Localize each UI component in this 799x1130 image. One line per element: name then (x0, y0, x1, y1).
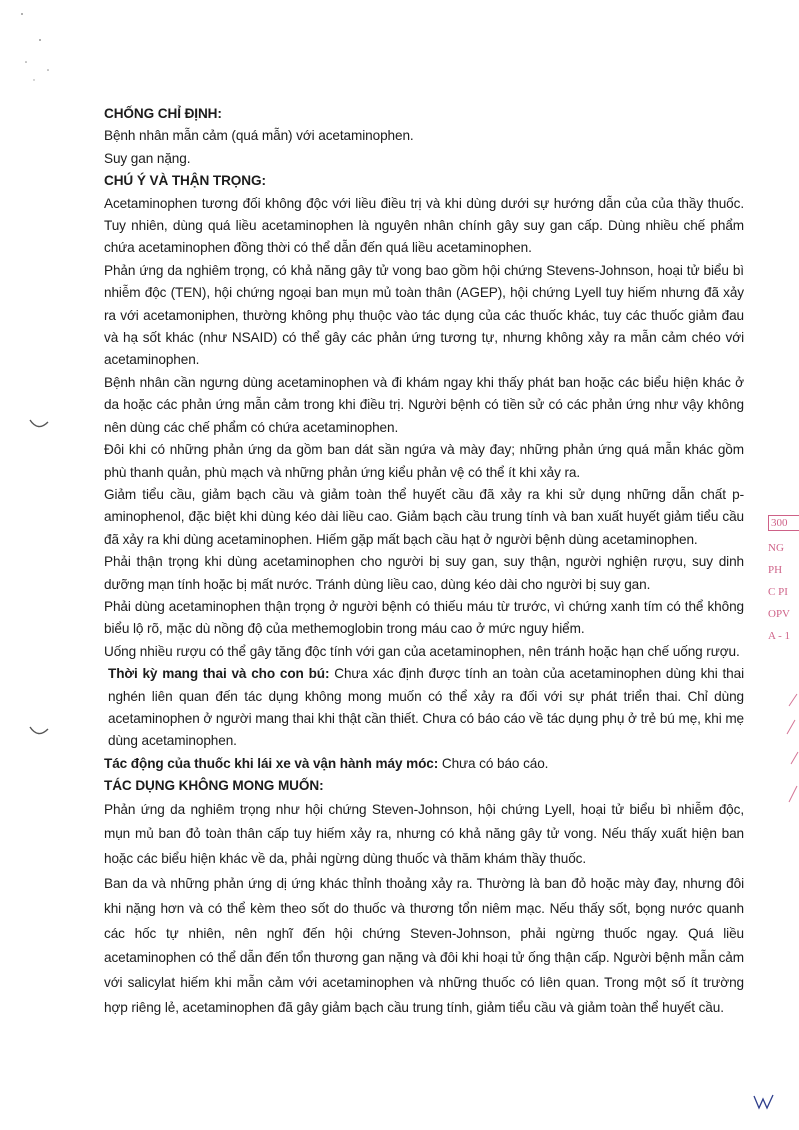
section-heading-contraindications: CHỐNG CHỈ ĐỊNH: (104, 106, 222, 121)
driving-text: Chưa có báo cáo. (438, 755, 549, 771)
precaution-paragraph: Phản ứng da nghiêm trọng, có khả năng gây tử vong bao gồm hội chứng Stevens-Johnson, hoại tử biểu bì nhiễm độc (TEN), hội chứng ngoại ban mụn mủ toàn thân (AGEP), hội chứng Lyell tuy hiếm nhưng đã xảy ra với acetamoniphen, thường không phụ thuộc vào tác dụng của các thuốc khác, tuy các thuốc giảm đau và hạ sốt khác (như NSAID) có thể gây các phản ứng tương tự, nhưng không xảy ra mẫn cảm chéo với acetaminophen. (104, 262, 744, 368)
pregnancy-text: Chưa xác định được tính an toàn của acetaminophen dùng khi thai nghén liên quan đến tác dụng không mong muốn có thể xảy ra đối với sự phát triển thai. Chỉ dùng acetaminophen ở người mang thai khi thật cần thiết. Chưa có báo cáo về tác dụng phụ ở trẻ bú mẹ, khi mẹ dùng acetaminophen. (108, 666, 744, 749)
section-heading-adverse-effects: TÁC DỤNG KHÔNG MONG MUỐN: (104, 778, 324, 794)
contraindication-line: Bệnh nhân mẫn cảm (quá mẫn) với acetaminophen. (104, 128, 414, 144)
adverse-effect-paragraph: Phản ứng da nghiêm trọng như hội chứng Steven-Johnson, hội chứng Lyell, hoại tử biểu bì nhiễm độc, mụn mủ ban đỏ toàn thân cấp tuy hiếm xảy ra, nhưng có khả năng gây tử vong. Nếu thấy xuất hiện ban hoặc các biểu hiện khác về da, phải ngừng dùng thuốc và thăm khám thầy thuốc. (104, 801, 744, 867)
driving-paragraph (104, 753, 744, 775)
punch-hole-mark (28, 725, 50, 739)
document-body (104, 103, 744, 1021)
punch-hole-mark (28, 418, 50, 432)
stamp-line: 300 (768, 515, 799, 531)
section-heading-precautions: CHÚ Ý VÀ THẬN TRỌNG: (104, 173, 266, 189)
driving-label: Tác động của thuốc khi lái xe và vận hành máy móc: (104, 755, 439, 771)
precaution-paragraph: Phải thận trọng khi dùng acetaminophen cho người bị suy gan, suy thận, người nghiện rượu, suy dinh dưỡng mạn tính hoặc bị mất nước. Tránh dùng liều cao, dùng kéo dài cho người bị suy gan. (104, 554, 744, 592)
contraindication-line: Suy gan nặng. (104, 150, 191, 166)
stamp-line: A - 1 (768, 630, 790, 642)
pregnancy-paragraph (104, 663, 744, 753)
pregnancy-label: Thời kỳ mang thai và cho con bú: (108, 666, 330, 682)
precaution-paragraph: Bệnh nhân cần ngưng dùng acetaminophen và đi khám ngay khi thấy phát ban hoặc các biểu hiện khác ở da hoặc các phản ứng mẫn cảm trong khi điều trị. Người bệnh có tiền sử có các phản ứng như vậy không nên dùng các chế phẩm có chứa acetaminophen. (104, 374, 744, 435)
approval-stamp (768, 515, 799, 645)
precaution-paragraph: Đôi khi có những phản ứng da gồm ban dát sần ngứa và mày đay; những phản ứng quá mẫn khác gồm phù thanh quản, phù mạch và những phản ứng kiểu phản vệ có thể ít khi xảy ra. (104, 442, 744, 480)
stamp-line: PH (768, 564, 783, 576)
precaution-paragraph: Acetaminophen tương đối không độc với liều điều trị và khi dùng dưới sự hướng dẫn của của thầy thuốc. Tuy nhiên, dùng quá liều acetaminophen là nguyên nhân chính gây suy gan cấp. Dùng nhiều chế phẩm chứa acetaminophen đồng thời có thể dẫn đến quá liều acetaminophen. (104, 195, 744, 256)
initials-signature (752, 1092, 776, 1112)
precaution-paragraph: Phải dùng acetaminophen thận trọng ở người bệnh có thiếu máu từ trước, vì chứng xanh tím có thể không biểu lộ rõ, mặc dù nồng độ của methemoglobin trong máu cao ở mức nguy hiểm. (104, 598, 744, 637)
stamp-line: NG (768, 542, 784, 554)
stamp-ink-trace (785, 690, 799, 810)
stamp-line: OPV (768, 608, 791, 620)
precaution-paragraph: Giảm tiểu cầu, giảm bạch cầu và giảm toàn thể huyết cầu đã xảy ra khi sử dụng những dẫn chất p-aminophenol, đặc biệt khi dùng kéo dài liều cao. Giảm bạch cầu trung tính và ban xuất huyết giảm tiểu cầu đã xảy ra khi dùng acetaminophen. Hiếm gặp mất bạch cầu hạt ở người bệnh dùng acetaminophen. (104, 486, 744, 547)
stamp-line: C PI (768, 586, 788, 598)
adverse-effect-paragraph: Ban da và những phản ứng dị ứng khác thỉnh thoảng xảy ra. Thường là ban đỏ hoặc mày đay, nhưng đôi khi nặng hơn và có thể kèm theo sốt do thuốc và thương tổn niêm mạc. Nếu thấy sốt, bọng nước quanh các hốc tự nhiên, nên nghĩ đến hội chứng Steven-Johnson, phải ngừng thuốc ngay. Quá liều acetaminophen có thể dẫn đến tổn thương gan nặng và đôi khi hoại tử ống thận cấp. Người bệnh mẫn cảm với salicylat hiếm khi mẫn cảm với acetaminophen và những thuốc có liên quan. Trong một số ít trường hợp riêng lẻ, acetaminophen đã gây giảm bạch cầu trung tính, giảm tiểu cầu và giảm toàn thể huyết cầu. (104, 875, 744, 1015)
scan-specks (0, 0, 80, 90)
precaution-paragraph: Uống nhiều rượu có thể gây tăng độc tính với gan của acetaminophen, nên tránh hoặc hạn chế uống rượu. (104, 643, 740, 659)
